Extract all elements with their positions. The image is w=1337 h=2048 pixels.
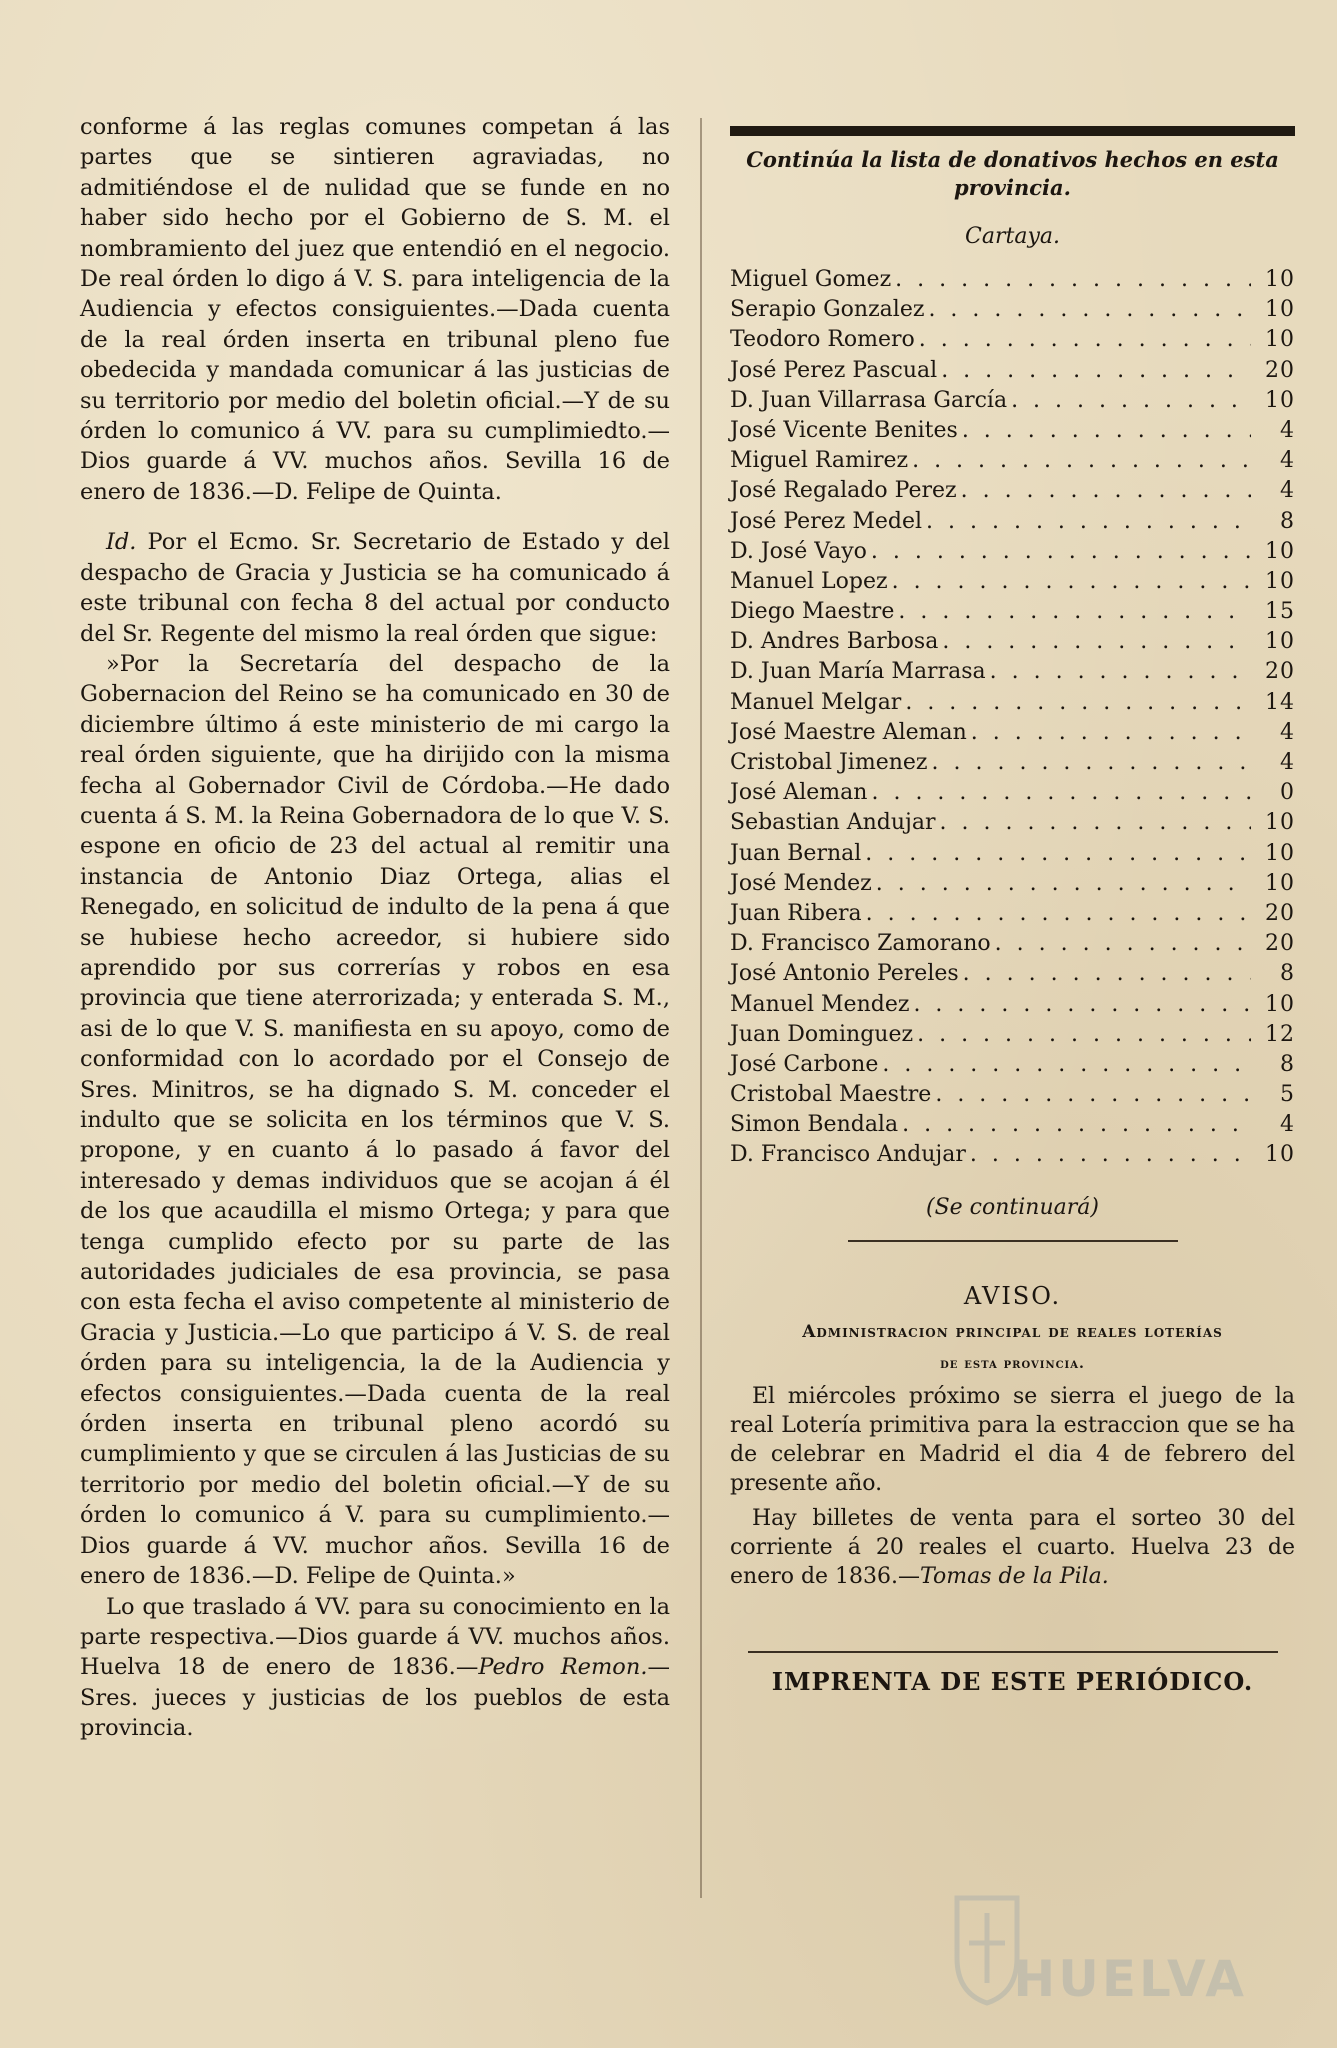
leader-dots: [970, 1142, 1251, 1167]
right-column: [730, 120, 1295, 1696]
donor-row: [730, 327, 1295, 357]
donor-name: Cristobal Jimenez: [730, 750, 928, 775]
donor-row: [730, 810, 1295, 840]
town-name: Cartaya.: [965, 224, 1060, 249]
leader-dots: [866, 901, 1251, 926]
donor-amount: 10: [1265, 810, 1295, 836]
donor-amount: 20: [1265, 357, 1295, 383]
donor-amount: 8: [1280, 1051, 1295, 1077]
leader-dots: [928, 297, 1251, 322]
donor-amount: 10: [1265, 870, 1295, 896]
donor-name: D. Andres Barbosa: [730, 629, 939, 655]
donor-row: [730, 1082, 1295, 1112]
leader-dots: [865, 841, 1251, 866]
leader-dots: [919, 327, 1251, 352]
leader-dots: [995, 931, 1251, 956]
donor-row: [730, 388, 1295, 418]
donor-row: [730, 690, 1295, 720]
aviso-text: Hay billetes de venta para el sorteo 30 del corriente á 20 reales el cuarto. Huelva 23 de enero de 1836.—: [730, 1505, 1295, 1589]
donor-amount: 20: [1265, 931, 1295, 957]
donor-row: [730, 297, 1295, 327]
donor-row: [730, 1052, 1295, 1082]
donor-row: [730, 267, 1295, 297]
donor-amount: 20: [1265, 659, 1295, 685]
donor-row: [730, 569, 1295, 599]
donor-name: D. Juan Villarrasa García: [730, 387, 1008, 413]
donor-name: Miguel Gomez: [730, 267, 892, 292]
donor-name: Sebastian Andujar: [730, 810, 936, 836]
donor-row: [730, 720, 1295, 750]
leader-dots: [961, 478, 1251, 503]
donor-name: José Mendez: [730, 870, 872, 896]
donor-list: [730, 267, 1295, 1173]
donor-row: [730, 659, 1295, 689]
donor-name: José Perez Medel: [730, 508, 923, 534]
aviso-subtitle-2: de esta provincia.: [940, 1355, 1085, 1372]
donor-amount: 10: [1265, 387, 1295, 413]
leader-dots: [940, 810, 1252, 835]
donor-amount: 4: [1280, 448, 1295, 474]
donor-name: José Regalado Perez: [730, 478, 957, 504]
donor-row: [730, 750, 1295, 780]
donor-name: Serapio Gonzalez: [730, 297, 925, 323]
leader-dots: [882, 1052, 1251, 1077]
transfer-text: Lo que traslado á VV. para su conocimiento en la parte respectiva.—Dios guarde á VV. muchos años. Huelva 18 de enero de 1836.—: [80, 1593, 670, 1681]
donor-name: José Carbone: [730, 1051, 879, 1077]
aviso-paragraph-2: [730, 1504, 1295, 1591]
leader-dots: [905, 690, 1251, 715]
donor-amount: 20: [1265, 900, 1295, 926]
donor-amount: 15: [1265, 599, 1295, 625]
leader-dots: [962, 418, 1251, 443]
leader-dots: [941, 358, 1251, 383]
donor-name: D. Francisco Zamorano: [730, 931, 991, 957]
donor-name: Manuel Mendez: [730, 991, 910, 1017]
donor-amount: 0: [1280, 780, 1295, 806]
donations-heading: Continúa la lista de donativos hechos en esta provincia.: [746, 147, 1279, 200]
donor-amount: 14: [1265, 689, 1295, 715]
leader-dots: [895, 267, 1251, 292]
donor-row: [730, 901, 1295, 931]
paragraph-transfer: [80, 1592, 670, 1744]
donor-row: [730, 509, 1295, 539]
aviso-title: AVISO.: [963, 1281, 1062, 1310]
watermark-text: HUELVA: [1013, 1950, 1247, 2008]
donor-amount: 4: [1280, 417, 1295, 443]
donor-row: [730, 992, 1295, 1022]
donor-name: José Vicente Benites: [730, 417, 958, 443]
donor-name: José Antonio Pereles: [730, 961, 959, 987]
leader-dots: [902, 1112, 1251, 1137]
leader-dots: [871, 780, 1251, 805]
donor-row: [730, 539, 1295, 569]
leader-dots: [912, 448, 1251, 473]
donor-name: D. Juan María Marrasa: [730, 659, 986, 685]
leader-dots: [871, 539, 1251, 564]
donor-amount: 10: [1265, 840, 1295, 866]
leader-dots: [990, 659, 1251, 684]
leader-dots: [963, 961, 1251, 986]
donor-row: [730, 1112, 1295, 1142]
donor-amount: 10: [1265, 568, 1295, 594]
donor-row: [730, 871, 1295, 901]
thin-rule: [848, 1240, 1178, 1242]
leader-dots: [926, 509, 1251, 534]
paragraph-id: [80, 527, 670, 649]
donor-row: [730, 358, 1295, 388]
donor-row: [730, 478, 1295, 508]
donor-row: [730, 418, 1295, 448]
donor-name: Juan Bernal: [730, 840, 862, 866]
donor-amount: 8: [1280, 508, 1295, 534]
donor-amount: 8: [1280, 961, 1295, 987]
aviso-subtitle: Administracion principal de reales loterías: [802, 1321, 1223, 1342]
leader-dots: [1011, 388, 1251, 413]
donor-name: Teodoro Romero: [730, 327, 915, 353]
donor-row: [730, 961, 1295, 991]
id-label: Id.: [106, 529, 137, 556]
donor-row: [730, 1022, 1295, 1052]
donor-row: [730, 780, 1295, 810]
paragraph-royal-order: conforme á las reglas comunes competan á las partes que se sintieren agraviadas, no admitiéndose el de nulidad que se funde en no haber sido hecho por el Gobierno de S. M. el nombramiento del juez que entendió en el negocio. De real órden lo digo á V. S. para inteligencia de la Audiencia y efectos consiguientes.—Dada cuenta de la real órden inserta en tribunal pleno fue obedecida y mandada comunicar á las justicias de su territorio por medio del boletin oficial.—Y de su órden lo comunico á VV. para su cumplimiedto.—Dios guarde á VV. muchos años. Sevilla 16 de enero de 1836.—D. Felipe de Quinta.: [80, 114, 670, 505]
donor-amount: 10: [1265, 991, 1295, 1017]
donor-amount: 5: [1280, 1082, 1295, 1108]
id-text: Por el Ecmo. Sr. Secretario de Estado y del despacho de Gracia y Justicia se ha comunicado á este tribunal con fecha 8 del actual por conducto del Sr. Regente del mismo la real órden que sigue:: [80, 529, 670, 647]
donor-amount: 10: [1265, 297, 1295, 323]
donor-name: Manuel Melgar: [730, 689, 902, 715]
column-divider: [700, 118, 702, 1898]
leader-dots: [892, 569, 1251, 594]
donor-name: Juan Dominguez: [730, 1021, 914, 1047]
donor-name: Diego Maestre: [730, 599, 895, 625]
donor-amount: 12: [1265, 1021, 1295, 1047]
donor-name: José Perez Pascual: [730, 357, 938, 383]
donor-amount: 10: [1265, 327, 1295, 353]
leader-dots: [932, 750, 1251, 775]
transfer-closing: —Sres. jueces y justicias de los pueblos de esta provincia.: [80, 1654, 670, 1742]
donor-row: [730, 448, 1295, 478]
signature-pedro-remon: Pedro Remon.: [478, 1654, 648, 1681]
left-column: [80, 112, 670, 1744]
leader-dots: [942, 629, 1251, 654]
paragraph-quoted-order: »Por la Secretaría del despacho de la Gobernacion del Reino se ha comunicado en 30 de diciembre último á este ministerio de mi cargo la real órden siguiente, que ha dirijido con la misma fecha al Gobernador Civil de Córdoba.—He dado cuenta á S. M. la Reina Gobernadora de lo que V. S. espone en oficio de 23 del actual al remitir una instancia de Antonio Diaz Ortega, alias el Renegado, en solicitud de indulto de la pena á que se hubiese hecho acreedor, si hubiere sido aprendido por sus correrías y robos en esa provincia que tiene aterrorizada; y enterada S. M., asi de lo que V. S. manifiesta en su apoyo, como de conformidad con lo acordado por el Consejo de Sres. Minitros, se ha dignado S. M. conceder el indulto que se solicita en los términos que V. S. propone, y en cuanto á lo pasado á favor del interesado y demas individuos que se acojan á él de los que acaudilla el mismo Ortega; y para que tenga cumplido efecto por su parte de las autoridades judiciales de esa provincia, se pasa con esta fecha el aviso competente al ministerio de Gracia y Justicia.—Lo que participo á V. S. de real órden para su inteligencia, la de la Audiencia y efectos consiguientes.—Dada cuenta de la real órden inserta en tribunal pleno acordó su cumplimiento y que se circulen á las Justicias de su territorio por medio del boletin oficial.—Y de su órden lo comunico á V. para su cumplimiento.—Dios guarde á VV. muchor años. Sevilla 16 de enero de 1836.—D. Felipe de Quinta.»: [80, 650, 670, 1590]
leader-dots: [913, 992, 1251, 1017]
donor-name: D. José Vayo: [730, 538, 867, 564]
donor-name: Manuel Lopez: [730, 568, 888, 594]
donor-name: Cristobal Maestre: [730, 1082, 932, 1108]
leader-dots: [917, 1022, 1251, 1047]
donor-amount: 4: [1280, 1112, 1295, 1138]
donor-name: Juan Ribera: [730, 900, 862, 926]
continues-note: (Se continuará): [926, 1194, 1099, 1220]
donor-name: José Aleman: [730, 780, 868, 806]
watermark: [947, 1858, 1247, 2008]
leader-dots: [971, 720, 1251, 745]
leader-dots: [876, 871, 1251, 896]
donor-row: [730, 931, 1295, 961]
thick-rule: [730, 126, 1295, 136]
donor-name: D. Francisco Andujar: [730, 1142, 966, 1168]
donor-amount: 10: [1265, 1142, 1295, 1168]
donor-name: José Maestre Aleman: [730, 719, 967, 745]
donor-amount: 4: [1280, 478, 1295, 504]
donor-amount: 4: [1280, 719, 1295, 745]
signature-tomas-de-la-pila: Tomas de la Pila.: [920, 1563, 1109, 1589]
donor-amount: 10: [1265, 267, 1295, 292]
donor-row: [730, 841, 1295, 871]
donor-amount: 10: [1265, 538, 1295, 564]
aviso-paragraph-1: El miércoles próximo se sierra el juego de la real Lotería primitiva para la estraccion que se ha de celebrar en Madrid el dia 4 de febrero del presente año.: [730, 1383, 1295, 1496]
donor-amount: 10: [1265, 629, 1295, 655]
donor-row: [730, 599, 1295, 629]
leader-dots: [898, 599, 1251, 624]
donor-amount: 4: [1280, 750, 1295, 775]
bottom-rule: [748, 1651, 1278, 1653]
donor-row: [730, 1142, 1295, 1172]
donor-name: Simon Bendala: [730, 1112, 899, 1138]
imprint-line: IMPRENTA DE ESTE PERIÓDICO.: [771, 1666, 1254, 1696]
leader-dots: [935, 1082, 1251, 1107]
donor-name: Miguel Ramirez: [730, 448, 909, 474]
donor-row: [730, 629, 1295, 659]
